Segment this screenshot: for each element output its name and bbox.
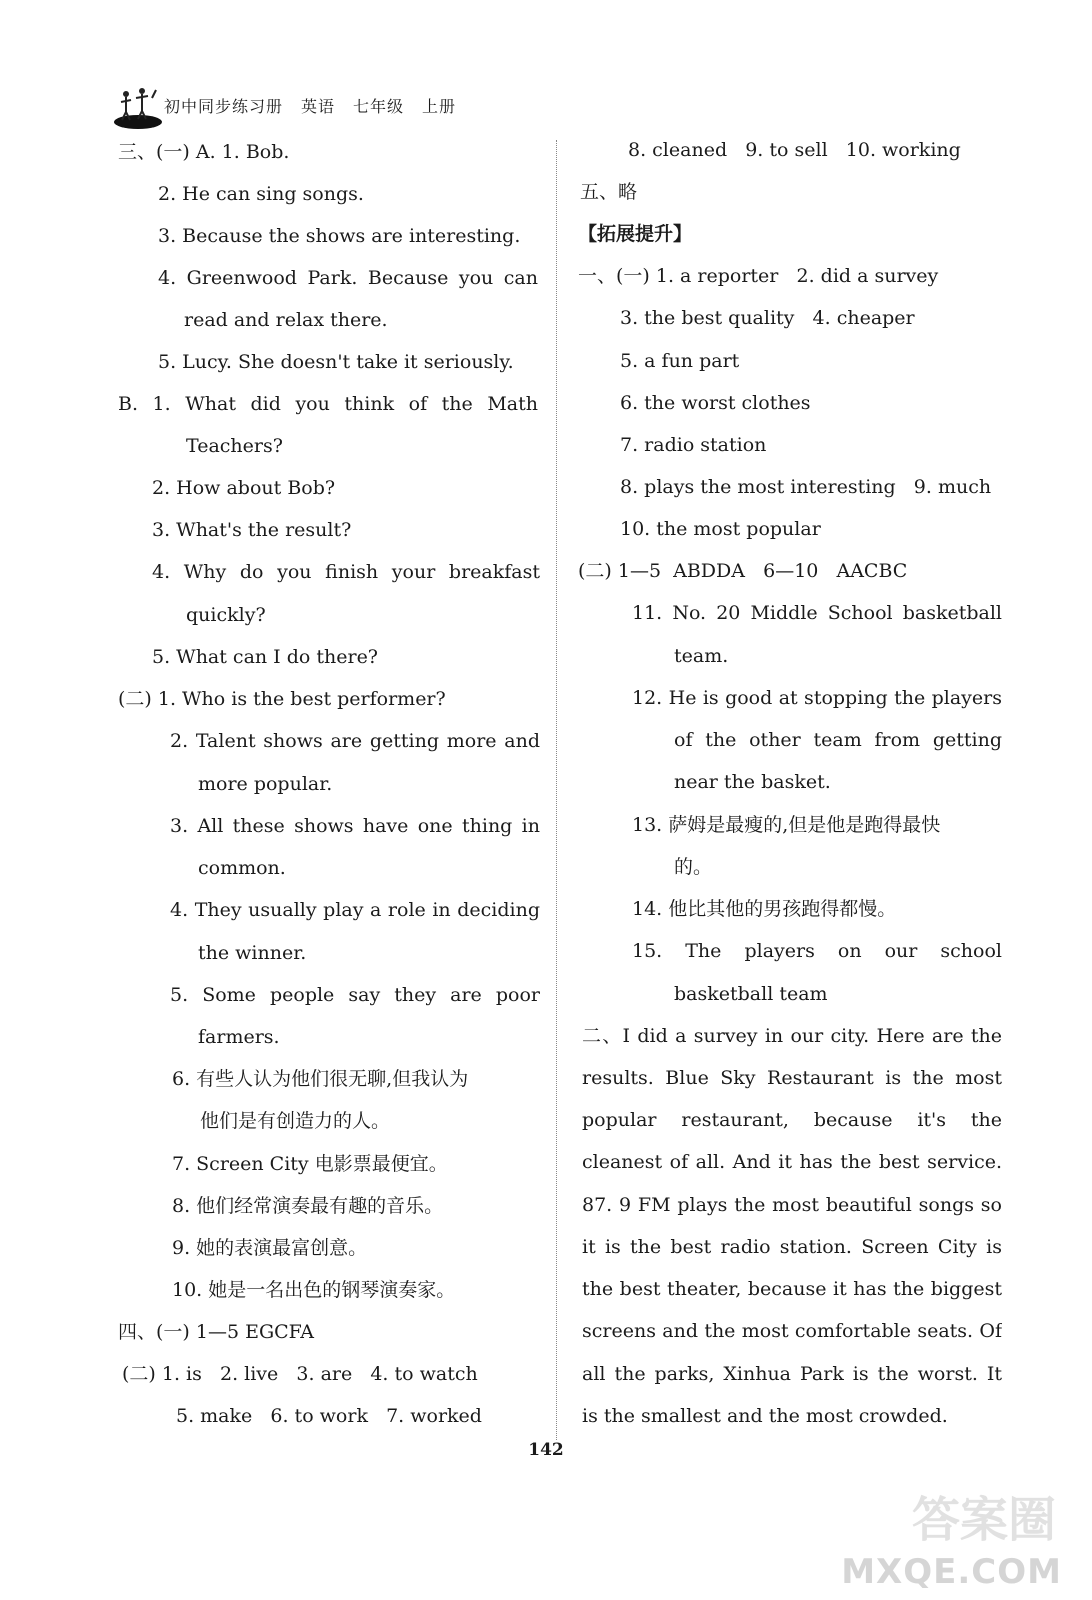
answer-line: 11. No. 20 Middle School basketball <box>632 602 1002 624</box>
answer-line: 3. the best quality 4. cheaper <box>620 307 915 329</box>
answer-line: more popular. <box>198 773 333 795</box>
watermark-url: MXQE.COM <box>841 1552 1062 1592</box>
answer-line: 13. 萨姆是最瘦的,但是他是跑得最快 <box>632 814 941 836</box>
answer-line: 5. What can I do there? <box>152 646 378 668</box>
answer-line: 5. make 6. to work 7. worked <box>176 1405 482 1427</box>
watermark-logo <box>841 1482 1062 1592</box>
essay-line: screens and the most comfortable seats. Of <box>582 1320 1002 1342</box>
answer-line: 3. Because the shows are interesting. <box>158 225 521 247</box>
book-logo-icon <box>112 84 166 130</box>
answer-line: 6. 有些人认为他们很无聊,但我认为 <box>172 1068 469 1090</box>
answer-line: of the other team from getting <box>674 729 1002 751</box>
answer-line: 五、略 <box>580 181 638 203</box>
answer-line: 7. Screen City 电影票最便宜。 <box>172 1153 448 1175</box>
header-title <box>164 94 474 117</box>
column-divider <box>556 140 557 1440</box>
essay-line: it is the best radio station. Screen City is <box>582 1236 1002 1258</box>
answer-line: B. 1. What did you think of the Math <box>118 393 538 415</box>
answer-line: farmers. <box>198 1026 280 1048</box>
answer-line: 5. a fun part <box>620 350 740 372</box>
header-subject: 英语 <box>301 97 336 116</box>
answer-line: 10. 她是一名出色的钢琴演奏家。 <box>172 1279 456 1301</box>
answer-line: 5. Some people say they are poor <box>170 984 540 1006</box>
answer-line: 10. the most popular <box>620 518 821 540</box>
answer-line: 6. the worst clothes <box>620 392 811 414</box>
answer-line: basketball team <box>674 983 828 1005</box>
answer-line: 3. What's the result? <box>152 519 352 541</box>
header-volume: 上册 <box>422 97 457 116</box>
page-header <box>112 84 592 130</box>
answer-line: 4. Greenwood Park. Because you can <box>158 267 538 289</box>
answer-line: 9. 她的表演最富创意。 <box>172 1237 368 1259</box>
answer-line: (二) 1. Who is the best performer? <box>118 688 446 710</box>
answer-line: quickly? <box>186 604 266 626</box>
answer-line: 一、(一) 1. a reporter 2. did a survey <box>578 265 939 287</box>
essay-line: cleanest of all. And it has the best service. <box>582 1151 1002 1173</box>
answer-line: 7. radio station <box>620 434 767 456</box>
answer-line: 2. How about Bob? <box>152 477 336 499</box>
page-number: 142 <box>528 1440 564 1460</box>
answer-line: 的。 <box>674 856 713 878</box>
answer-line: 15. The players on our school <box>632 940 1002 962</box>
answer-line: 8. cleaned 9. to sell 10. working <box>628 139 961 161</box>
essay-line: results. Blue Sky Restaurant is the most <box>582 1067 1002 1089</box>
essay-line: 87. 9 FM plays the most beautiful songs so <box>582 1194 1002 1216</box>
essay-line: 二、I did a survey in our city. Here are the <box>582 1025 1002 1047</box>
answer-line: 2. Talent shows are getting more and <box>170 730 540 752</box>
answer-line: Teachers? <box>186 435 283 457</box>
section-heading: 【拓展提升】 <box>578 223 693 245</box>
answer-line: 4. They usually play a role in deciding <box>170 899 540 921</box>
answer-line: 8. 他们经常演奏最有趣的音乐。 <box>172 1195 444 1217</box>
answer-line: 14. 他比其他的男孩跑得都慢。 <box>632 898 897 920</box>
answer-line: 四、(一) 1—5 EGCFA <box>118 1321 314 1343</box>
answer-line: 3. All these shows have one thing in <box>170 815 540 837</box>
answer-line: near the basket. <box>674 771 831 793</box>
essay-line: popular restaurant, because it's the <box>582 1109 1002 1131</box>
answer-line: read and relax there. <box>184 309 388 331</box>
answer-line: 5. Lucy. She doesn't take it seriously. <box>158 351 514 373</box>
answer-line: 三、(一) A. 1. Bob. <box>118 141 290 163</box>
header-grade: 七年级 <box>353 97 405 116</box>
answer-line: 他们是有创造力的人。 <box>200 1110 391 1132</box>
answer-line: 4. Why do you finish your breakfast <box>152 561 540 583</box>
answer-line: 12. He is good at stopping the players <box>632 687 1002 709</box>
essay-line: is the smallest and the most crowded. <box>582 1405 948 1427</box>
answer-line: (二) 1—5 ABDDA 6—10 AACBC <box>578 560 908 582</box>
answer-line: the winner. <box>198 942 307 964</box>
essay-line: all the parks, Xinhua Park is the worst. It <box>582 1363 1002 1385</box>
answer-line: 2. He can sing songs. <box>158 183 364 205</box>
answer-line: 8. plays the most interesting 9. much <box>620 476 992 498</box>
answer-line: team. <box>674 645 729 667</box>
watermark-cn: 答案圈 <box>911 1492 1056 1548</box>
header-book: 初中同步练习册 <box>164 97 284 116</box>
answer-line: (二) 1. is 2. live 3. are 4. to watch <box>122 1363 478 1385</box>
answer-line: common. <box>198 857 286 879</box>
essay-line: the best theater, because it has the biggest <box>582 1278 1002 1300</box>
